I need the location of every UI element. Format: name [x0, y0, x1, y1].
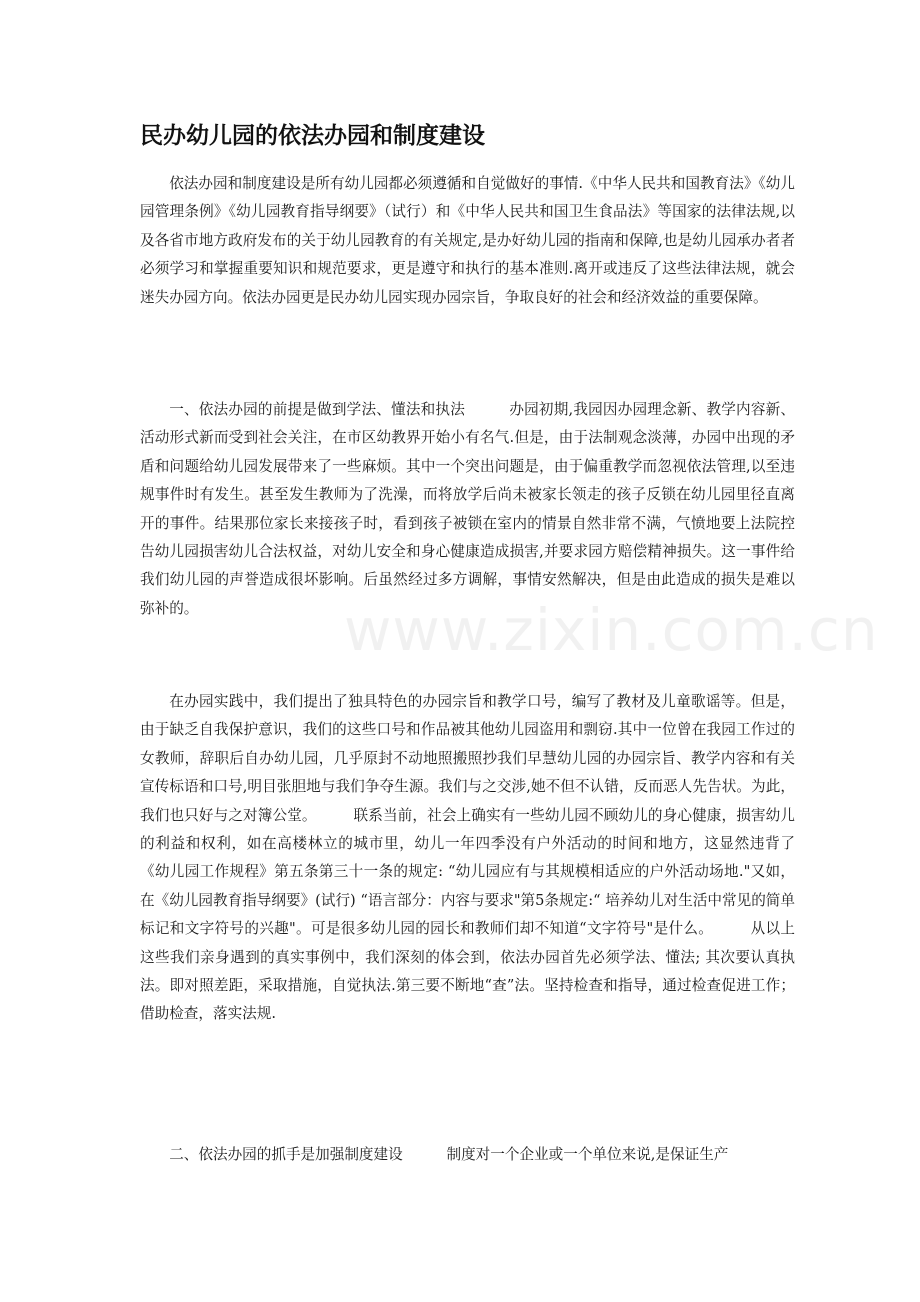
paragraph-section-two: 二、依法办园的抓手是加强制度建设 制度对一个企业或一个单位来说,是保证生产 — [169, 1146, 729, 1163]
paragraph-intro: 依法办园和制度建设是所有幼儿园都必须遵循和自觉做好的事情.《中华人民共和国教育法》《幼儿园管理条例》《幼儿园教育指导纲要》（试行）和《中华人民共和国卫生食品法》等国家的法律法规,以及各省市地方政府发布的关于幼儿园教育的有关规定,是办好幼儿园的指南和保障,也是幼儿园承办者者必须学习和掌握重要知识和规范要求，更是遵守和执行的基本准则.离开或违反了这些法律法规，就会迷失办园方向。依法办园更是民办幼儿园实现办园宗旨，争取良好的社会和经济效益的重要保障。 — [140, 175, 795, 306]
paragraph-section-one: 一、依法办园的前提是做到学法、懂法和执法 办园初期,我园因办园理念新、教学内容新、活动形式新而受到社会关注，在市区幼教界开始小有名气.但是，由于法制观念淡薄，办园中出现的矛盾和问题给幼儿园发展带来了一些麻烦。其中一个突出问题是，由于偏重教学而忽视依法管理,以至违规事件时有发生。甚至发生教师为了洗澡，而将放学后尚未被家长领走的孩子反锁在幼儿园里径直离开的事件。结果那位家长来接孩子时，看到孩子被锁在室内的情景自然非常不满，气愤地要上法院控告幼儿园损害幼儿合法权益，对幼儿安全和身心健康造成损害,并要求园方赔偿精神损失。这一事件给我们幼儿园的声誉造成很坏影响。后虽然经过多方调解，事情安然解决，但是由此造成的损失是难以弥补的。 — [140, 401, 795, 617]
watermark: www.zixin.com.cn — [344, 596, 879, 664]
paragraph-practice: 在办园实践中，我们提出了独具特色的办园宗旨和教学口号，编写了教材及儿童歌谣等。但是，由于缺乏自我保护意识，我们的这些口号和作品被其他幼儿园盗用和剽窃.其中一位曾在我园工作过的女教师，辞职后自办幼儿园，几乎原封不动地照搬照抄我们早慧幼儿园的办园宗旨、教学内容和有关宣传标语和口号,明目张胆地与我们争夺生源。我们与之交涉,她不但不认错，反而恶人先告状。为此，我们也只好与之对簿公堂。 联系当前，社会上确实有一些幼儿园不顾幼儿的身心健康，损害幼儿的利益和权利，如在高楼林立的城市里，幼儿一年四季没有户外活动的时间和地方，这显然违背了《幼儿园工作规程》第五条第三十一条的规定: “幼儿园应有与其规模相适应的户外活动场地."又如，在《幼儿园教育指导纲要》(试行) “语言部分：内容与要求"第5条规定:“ 培养幼儿对生活中常见的简单标记和文字符号的兴趣"。可是很多幼儿园的园长和教师们却不知道“文字符号"是什么。 从以上这些我们亲身遇到的真实事例中，我们深刻的体会到，依法办园首先必须学法、懂法; 其次要认真执法。即对照差距，采取措施，自觉执法.第三要不断地“查”法。坚持检查和指导，通过检查促进工作；借助检查，落实法规. — [140, 693, 795, 1023]
document-title: 民办幼儿园的依法办园和制度建设 — [140, 123, 485, 149]
